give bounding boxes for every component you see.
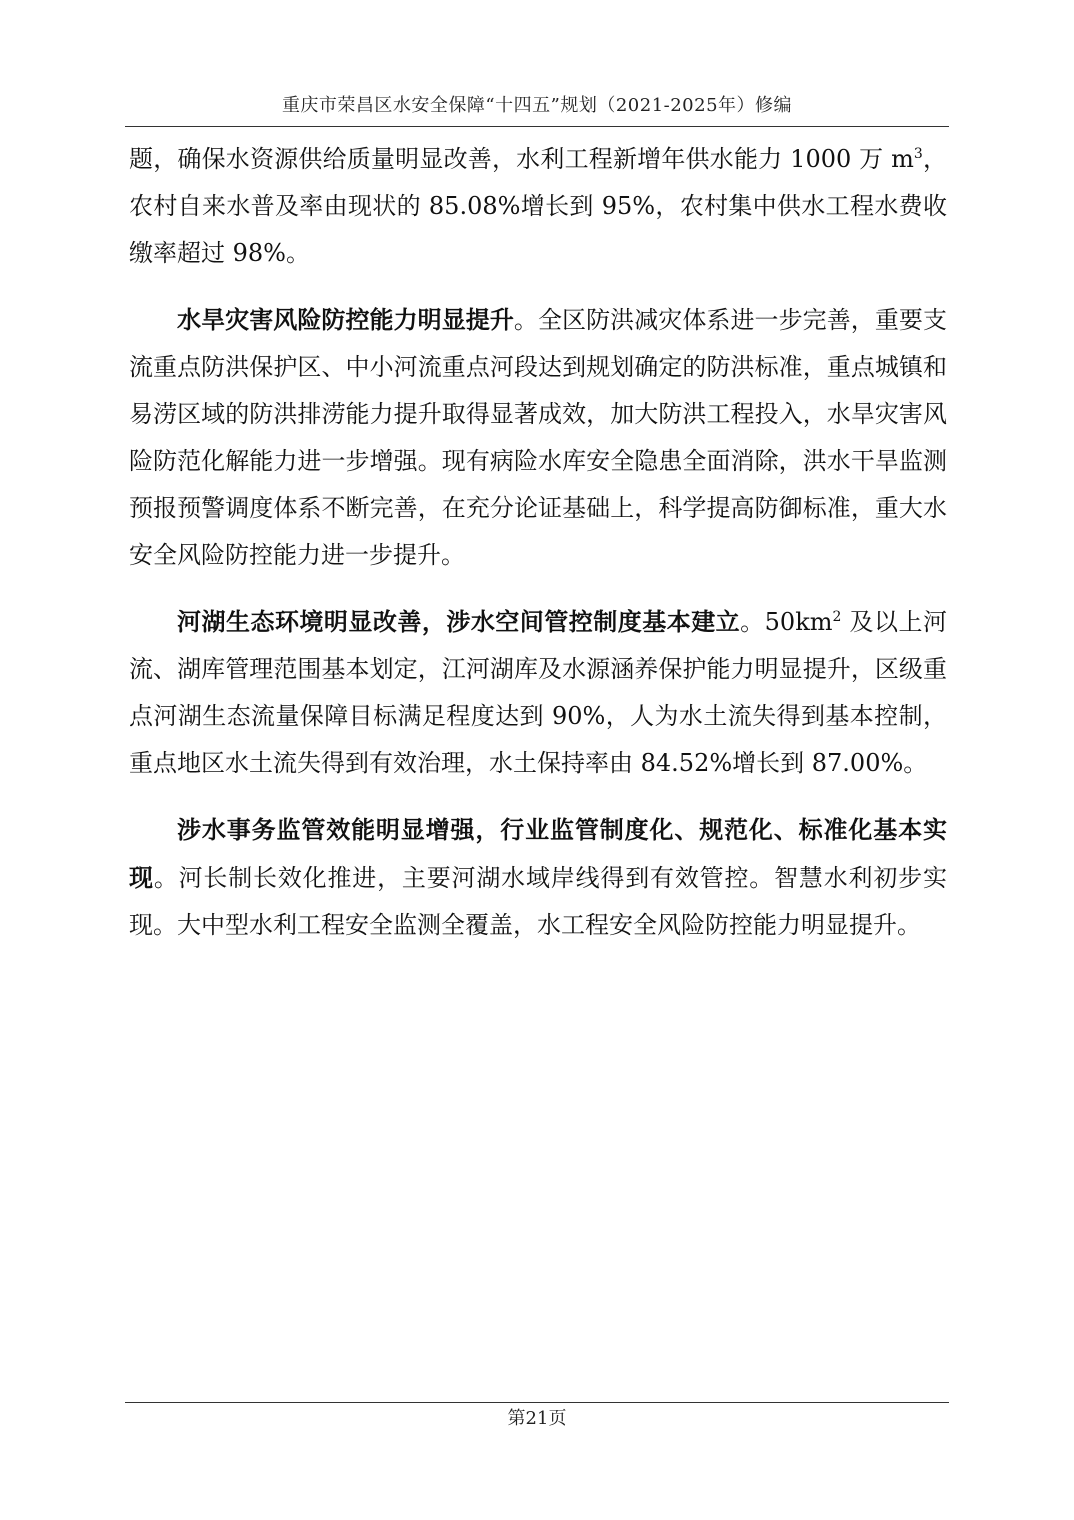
paragraph-heading: 水旱灾害风险防控能力明显提升 — [177, 305, 514, 334]
paragraph-text: 。河长制长效化推进，主要河湖水域岸线得到有效管控。智慧水利初步实现。大中型水利工程安全监测全覆盖，水工程安全风险防控能力明显提升。 — [129, 864, 947, 939]
document-body — [129, 136, 947, 968]
paragraph-text: 。全区防洪减灾体系进一步完善，重要支流重点防洪保护区、中小河流重点河段达到规划确定的防洪标准，重点城镇和易涝区域的防洪排涝能力提升取得显著成效，加大防洪工程投入，水旱灾害风险防范化解能力进一步增强。现有病险水库安全隐患全面消除，洪水干旱监测预报预警调度体系不断完善，在充分论证基础上，科学提高防御标准，重大水安全风险防控能力进一步提升。 — [129, 306, 948, 569]
superscript: 3 — [913, 146, 923, 162]
page-header: 重庆市荣昌区水安全保障“十四五”规划（2021-2025年）修编 — [281, 95, 793, 116]
page-number: 第21页 — [507, 1408, 567, 1429]
paragraph-water-supply — [129, 136, 947, 277]
paragraph-text-continued: ，农村自来水普及率由现状的 85.08%增长到 95%，农村集中供水工程水费收缴率超过 98%。 — [129, 145, 947, 267]
paragraph-text: 题，确保水资源供给质量明显改善，水利工程新增年供水能力 1000 万 m — [129, 145, 914, 173]
header-divider — [125, 126, 949, 127]
paragraph-text-continued: 及以上河流、湖库管理范围基本划定，江河湖库及水源涵养保护能力明显提升，区级重点河湖生态流量保障目标满足程度达到 90%，人为水土流失得到基本控制，重点地区水土流失得到有效治理，水土保持率由 84.52%增长到 87.00%。 — [129, 608, 947, 777]
paragraph-heading: 河湖生态环境明显改善，涉水空间管控制度基本建立 — [177, 607, 741, 636]
paragraph-heading: 涉水事务监管效能明显增强，行业监管制度化、规范化、标准化基本实现 — [129, 815, 947, 892]
superscript: 2 — [832, 609, 842, 625]
paragraph-flood-risk — [129, 296, 947, 579]
paragraph-river-ecology — [129, 598, 947, 787]
paragraph-supervision — [129, 806, 947, 949]
paragraph-text: 。50km — [740, 608, 833, 636]
footer-divider — [125, 1402, 949, 1403]
